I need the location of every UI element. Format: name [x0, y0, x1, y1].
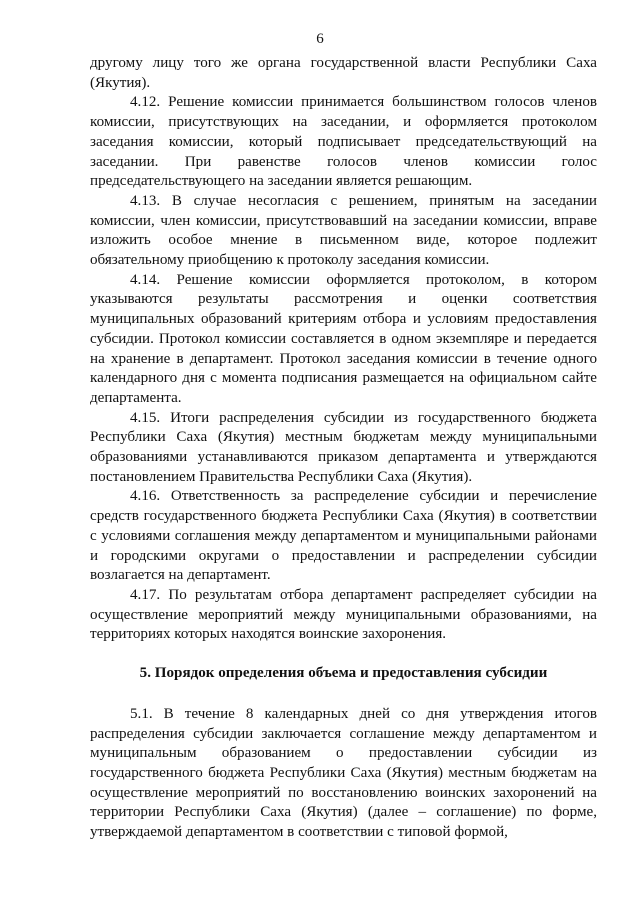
paragraph-4-16: 4.16. Ответственность за распределение субсидии и перечисление средств государственного бюджета Республики Саха (Якутия) в соответствии с условиями соглашения между департаментом и муниципальными районами и городскими округами о предоставлении и распределении субсидии возлагается на департамент.	[90, 488, 597, 584]
paragraph-4-15: 4.15. Итоги распределения субсидии из государственного бюджета Республики Саха (Якутия) местным бюджетам между муниципальными образованиями устанавливаются приказом департамента и утверждаются постановлением Правительства Республики Саха (Якутия).	[90, 409, 597, 485]
paragraph-4-12: 4.12. Решение комиссии принимается большинством голосов членов комиссии, присутствующих на заседании, и оформляется протоколом заседания комиссии, который подписывает председательствующий на заседании. При равенстве голосов членов комиссии голос председательствующего на заседании является решающим.	[90, 94, 597, 190]
page-number: 6	[316, 31, 324, 47]
paragraph-4-13: 4.13. В случае несогласия с решением, принятым на заседании комиссии, член комиссии, присутствовавший на заседании комиссии, вправе изложить особое мнение в письменном виде, которое подлежит обязательному приобщению к протоколу заседания комиссии.	[90, 192, 597, 269]
paragraph-4-14: 4.14. Решение комиссии оформляется протоколом, в котором указываются результаты рассмотрения и оценки соответствия муниципальных образований критериям отбора и условиям предоставления субсидии. Протокол комиссии составляется в одном экземпляре и передается на хранение в департамент. Протокол заседания комиссии в течение одного календарного дня с момента подписания размещается на официальном сайте департамента.	[90, 271, 597, 406]
section-heading: 5. Порядок определения объема и предоставления субсидии	[139, 665, 548, 682]
paragraph-continuation: другому лицу того же органа государственной власти Республики Саха (Якутия).	[90, 55, 597, 91]
paragraph-5-1: 5.1. В течение 8 календарных дней со дня утверждения итогов распределения субсидии заключается соглашение между департаментом и муниципальным образованием о предоставлении субсидии из государственного бюджета Республики Саха (Якутия) местным бюджетам на осуществление мероприятий по восстановлению воинских захоронений на территории Республики Саха (Якутия) (далее – соглашение) по форме, утверждаемой департаментом в соответствии с типовой формой,	[90, 705, 597, 841]
document-body	[90, 54, 597, 843]
paragraph-4-17: 4.17. По результатам отбора департамент распределяет субсидии на осуществление мероприятий между муниципальными образованиями, на территориях которых находятся воинские захоронения.	[90, 586, 597, 643]
